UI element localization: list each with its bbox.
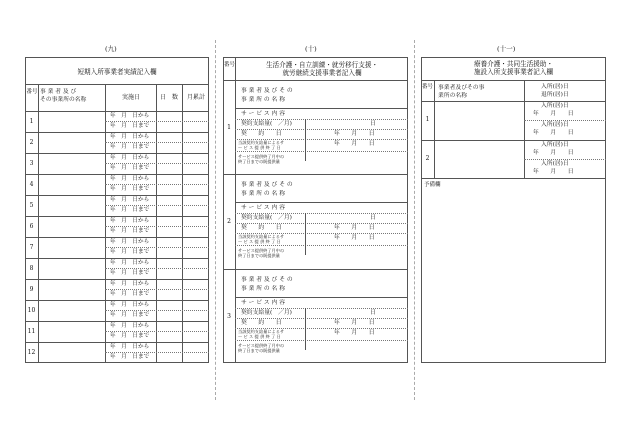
s9-header-days: 日 数 xyxy=(159,94,178,101)
s9-row-from[interactable]: 年 月 日から xyxy=(110,344,150,350)
s10-provider-label: 事 業 者 及 び そ の 事 業 所 の 名 称 xyxy=(241,276,293,292)
s9-row-number: 1 xyxy=(29,118,34,125)
s9-row-from[interactable]: 年 月 日から xyxy=(110,155,150,161)
s9-row-to[interactable]: 年 月 日まで xyxy=(110,333,150,339)
s11-entry-date[interactable]: 年 月 日 xyxy=(533,111,574,117)
s11-entry-label: 入所(居)日 xyxy=(541,142,569,148)
s10-contract-date-label: 契 約 日 xyxy=(241,225,282,232)
s9-row-from[interactable]: 年 月 日から xyxy=(110,197,150,203)
s11-exit-label: 入所(居)日 xyxy=(541,161,569,167)
s9-row-to[interactable]: 年 月 日まで xyxy=(110,207,150,213)
s10-block-number: 1 xyxy=(227,124,231,131)
s11-entry-label: 入所(居)日 xyxy=(541,103,569,109)
s10-block-number: 2 xyxy=(227,218,231,226)
s10-contract-date-value[interactable]: 年 月 日 xyxy=(334,225,375,232)
s11-reserve-label: 予備欄 xyxy=(424,182,441,188)
s10-service-label: サ ー ビ ス 内 容 xyxy=(241,111,285,117)
s10-contract-amount-label: 契約支給量( ／月) xyxy=(241,309,292,316)
s9-row-number: 8 xyxy=(29,265,34,272)
s9-header-date: 実施日 xyxy=(121,94,140,101)
s9-row-from[interactable]: 年 月 日から xyxy=(110,239,150,245)
s9-row-to[interactable]: 年 月 日まで xyxy=(110,165,150,171)
section-11-title: 療養介護・共同生活援助・ 施設入所支援事業者記入欄 xyxy=(473,60,554,76)
s9-row-number: 6 xyxy=(29,223,34,230)
s9-row-from[interactable]: 年 月 日から xyxy=(110,113,150,119)
s11-exit-date[interactable]: 年 月 日 xyxy=(533,130,574,136)
s11-row-number: 1 xyxy=(425,116,430,123)
section-9-title: 短期入所事業者実績記入欄 xyxy=(77,68,157,76)
s10-end-date-value[interactable]: 年 月 日 xyxy=(334,329,375,336)
s10-contract-date-label: 契 約 日 xyxy=(241,131,282,137)
cut-line-right xyxy=(414,40,415,400)
s9-row-from[interactable]: 年 月 日から xyxy=(110,260,150,266)
s10-end-date-value[interactable]: 年 月 日 xyxy=(334,235,375,242)
s9-row-from[interactable]: 年 月 日から xyxy=(110,302,150,308)
s9-row-to[interactable]: 年 月 日まで xyxy=(110,186,150,192)
s9-row-number: 11 xyxy=(27,328,36,335)
s9-header-no: 番号 xyxy=(26,89,38,95)
section-10-number: (十) xyxy=(305,45,317,53)
s10-month-note-label: サービス提供終了月中の 終了日までの既提供量 xyxy=(238,342,285,353)
s9-row-number: 4 xyxy=(29,181,34,188)
s10-month-note-label: サービス提供終了月中の 終了日までの既提供量 xyxy=(238,248,285,259)
s9-row-from[interactable]: 年 月 日から xyxy=(110,134,150,140)
s9-row-number: 10 xyxy=(27,307,36,314)
s10-contract-date-value[interactable]: 年 月 日 xyxy=(334,131,375,137)
section-10-title: 生活介護・自立訓練・就労移行支援・ 就労継続支援事業者記入欄 xyxy=(265,61,379,77)
s10-provider-label: 事 業 者 及 び そ の 事 業 所 の 名 称 xyxy=(241,182,293,198)
s10-contract-date-value[interactable]: 年 月 日 xyxy=(334,319,375,326)
s10-day-unit: 日 xyxy=(370,121,376,127)
s9-row-to[interactable]: 年 月 日まで xyxy=(110,123,150,129)
cut-line-left xyxy=(215,40,216,400)
s9-header-monthly: 月累計 xyxy=(186,94,205,101)
s10-block-number: 3 xyxy=(227,312,231,320)
section-11-number: (十一) xyxy=(497,45,516,53)
s11-header-no: 番号 xyxy=(422,84,434,90)
s9-row-to[interactable]: 年 月 日まで xyxy=(110,354,150,360)
s10-day-unit: 日 xyxy=(370,215,376,222)
s9-row-from[interactable]: 年 月 日から xyxy=(110,218,150,224)
s10-contract-amount-label: 契約支給量( ／月) xyxy=(241,121,292,127)
s9-row-to[interactable]: 年 月 日まで xyxy=(110,228,150,234)
s11-entry-date[interactable]: 年 月 日 xyxy=(533,150,574,156)
s9-row-to[interactable]: 年 月 日まで xyxy=(110,270,150,276)
s11-exit-label: 入所(居)日 xyxy=(541,122,569,128)
s9-row-to[interactable]: 年 月 日まで xyxy=(110,291,150,297)
section-9-number: (九) xyxy=(105,45,117,53)
s9-row-number: 5 xyxy=(29,202,34,209)
s10-day-unit: 日 xyxy=(370,309,376,316)
s10-provider-label: 事 業 者 及 び そ の 事 業 所 の 名 称 xyxy=(241,88,293,103)
s9-row-from[interactable]: 年 月 日から xyxy=(110,323,150,329)
s10-service-label: サ ー ビ ス 内 容 xyxy=(241,299,285,306)
s10-end-notice-label: 当該契約支給量によるサ ー ビ ス 提 供 終 了 日 xyxy=(238,328,285,339)
s10-end-notice-label: 当該契約支給量によるサ ー ビ ス 提 供 終 了 日 xyxy=(238,140,285,150)
s9-row-number: 12 xyxy=(27,349,36,356)
s10-contract-date-label: 契 約 日 xyxy=(241,319,282,326)
s9-row-number: 9 xyxy=(29,286,34,293)
s9-row-to[interactable]: 年 月 日まで xyxy=(110,144,150,150)
s10-month-note-label: サービス提供終了月中の 終了日までの既提供量 xyxy=(238,154,285,164)
section-11-table xyxy=(421,57,606,363)
s10-header-no: 番号 xyxy=(224,62,236,68)
s10-service-label: サ ー ビ ス 内 容 xyxy=(241,205,285,212)
s9-row-number: 3 xyxy=(29,160,34,167)
s11-row-number: 2 xyxy=(425,155,430,162)
s9-row-from[interactable]: 年 月 日から xyxy=(110,281,150,287)
s10-contract-amount-label: 契約支給量( ／月) xyxy=(241,215,292,222)
s10-end-notice-label: 当該契約支給量によるサ ー ビ ス 提 供 終 了 日 xyxy=(238,234,285,245)
s9-row-to[interactable]: 年 月 日まで xyxy=(110,312,150,318)
s11-header-dates: 入所(居)日 退所(居)日 xyxy=(541,84,569,98)
s11-exit-date[interactable]: 年 月 日 xyxy=(533,169,574,175)
s9-row-from[interactable]: 年 月 日から xyxy=(110,176,150,182)
s9-row-to[interactable]: 年 月 日まで xyxy=(110,249,150,255)
s9-row-number: 7 xyxy=(29,244,34,251)
s11-header-provider: 事業者及びその事 業所の名称 xyxy=(438,85,485,99)
s10-end-date-value[interactable]: 年 月 日 xyxy=(334,141,375,147)
s9-row-number: 2 xyxy=(29,139,34,146)
s9-header-provider: 事 業 者 及 び その事業所の名称 xyxy=(40,89,87,103)
